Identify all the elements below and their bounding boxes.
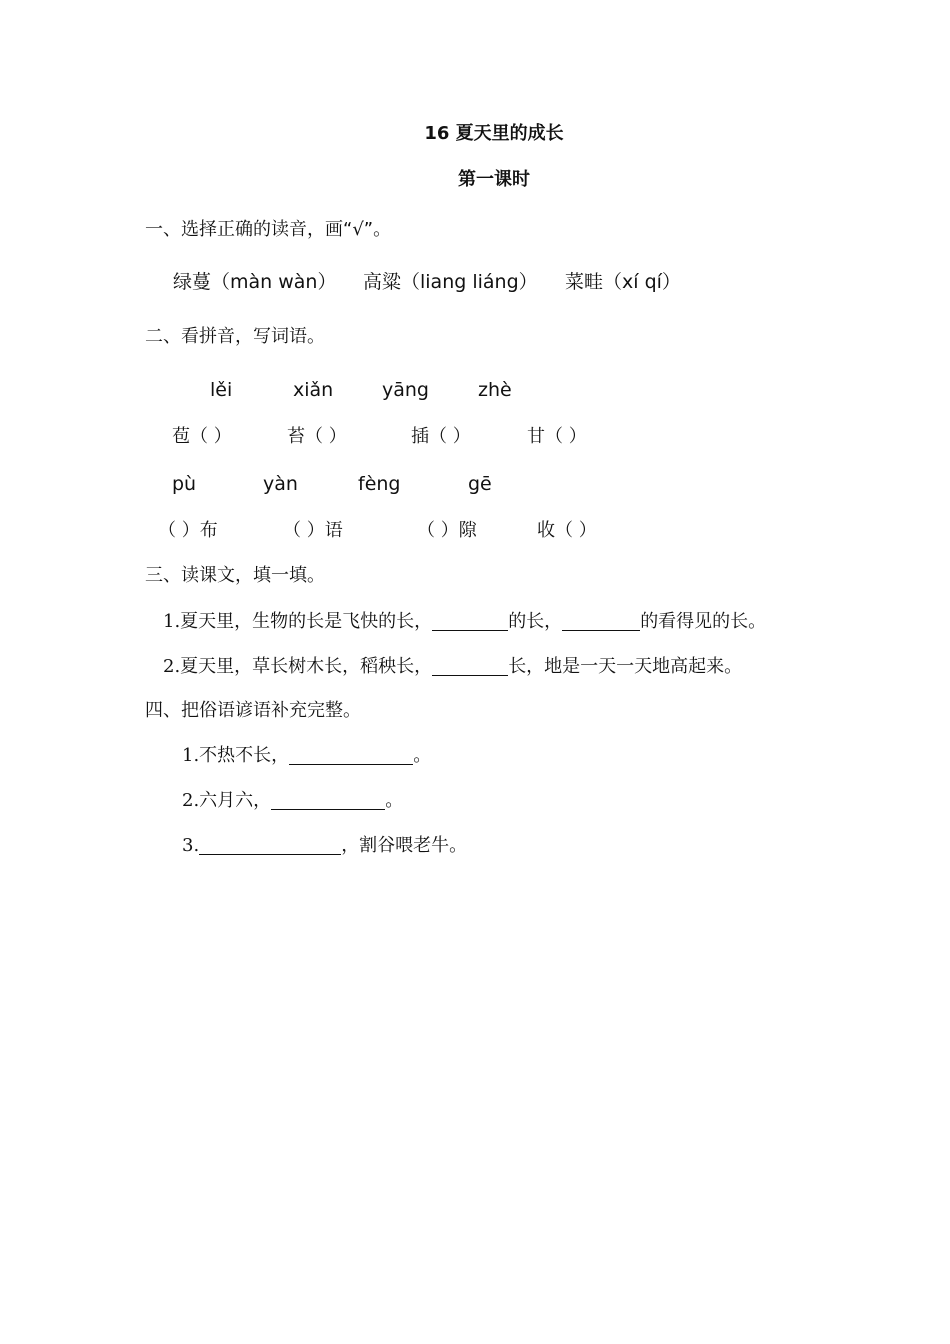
word-blank: （ ）隙 <box>417 520 477 541</box>
question-text: 2.六月六， <box>182 790 272 811</box>
question-text: ，割谷喂老牛。 <box>341 835 468 856</box>
pinyin-choice-item: 菜畦（xí qí） <box>565 271 681 293</box>
question-text: 长，地是一天一天地高起来。 <box>508 656 743 677</box>
pinyin-label: gē <box>468 473 492 495</box>
question-text: 。 <box>413 745 432 766</box>
answer-blank[interactable] <box>432 657 508 676</box>
word-blank: 收（ ） <box>537 520 597 541</box>
answer-blank[interactable] <box>432 612 508 631</box>
pinyin-label: fèng <box>358 473 401 495</box>
question-text: 。 <box>385 790 404 811</box>
pinyin-choice-item: 高粱（liang liáng） <box>363 271 538 293</box>
pinyin-choice-item: 绿蔓（màn wàn） <box>173 271 337 293</box>
fill-in-question-2 <box>163 657 742 676</box>
question-text: 1.不热不长， <box>182 745 290 766</box>
question-text: 1.夏天里，生物的长是飞快的长， <box>163 611 433 632</box>
proverb-question-1 <box>182 746 431 765</box>
question-text: 的长， <box>508 611 563 632</box>
answer-blank[interactable] <box>199 836 341 855</box>
pinyin-label: zhè <box>478 379 512 401</box>
page-title: 16 夏天里的成长 <box>424 123 564 144</box>
section1-heading: 一、选择正确的读音，画“√”。 <box>145 219 392 240</box>
section2-heading: 二、看拼音，写词语。 <box>145 326 325 347</box>
word-blank: 苔（ ） <box>287 426 347 447</box>
question-text: 的看得见的长。 <box>640 611 767 632</box>
proverb-question-3 <box>182 836 467 855</box>
section4-heading: 四、把俗语谚语补充完整。 <box>145 700 361 721</box>
answer-blank[interactable] <box>271 791 385 810</box>
pinyin-label: yāng <box>382 379 429 401</box>
word-blank: 苞（ ） <box>172 426 232 447</box>
word-blank: （ ）布 <box>158 520 218 541</box>
word-blank: 插（ ） <box>411 426 471 447</box>
word-blank: （ ）语 <box>283 520 343 541</box>
answer-blank[interactable] <box>562 612 640 631</box>
pinyin-label: xiǎn <box>293 379 334 401</box>
pinyin-label: yàn <box>263 473 298 495</box>
question-text: 2.夏天里，草长树木长，稻秧长， <box>163 656 433 677</box>
question-text: 3. <box>182 835 200 856</box>
section3-heading: 三、读课文，填一填。 <box>145 565 325 586</box>
word-blank: 甘（ ） <box>527 426 587 447</box>
answer-blank[interactable] <box>289 746 413 765</box>
pinyin-label: lěi <box>210 379 233 401</box>
pinyin-label: pù <box>172 473 197 495</box>
proverb-question-2 <box>182 791 403 810</box>
fill-in-question-1 <box>163 612 766 631</box>
page-subtitle: 第一课时 <box>458 169 530 190</box>
